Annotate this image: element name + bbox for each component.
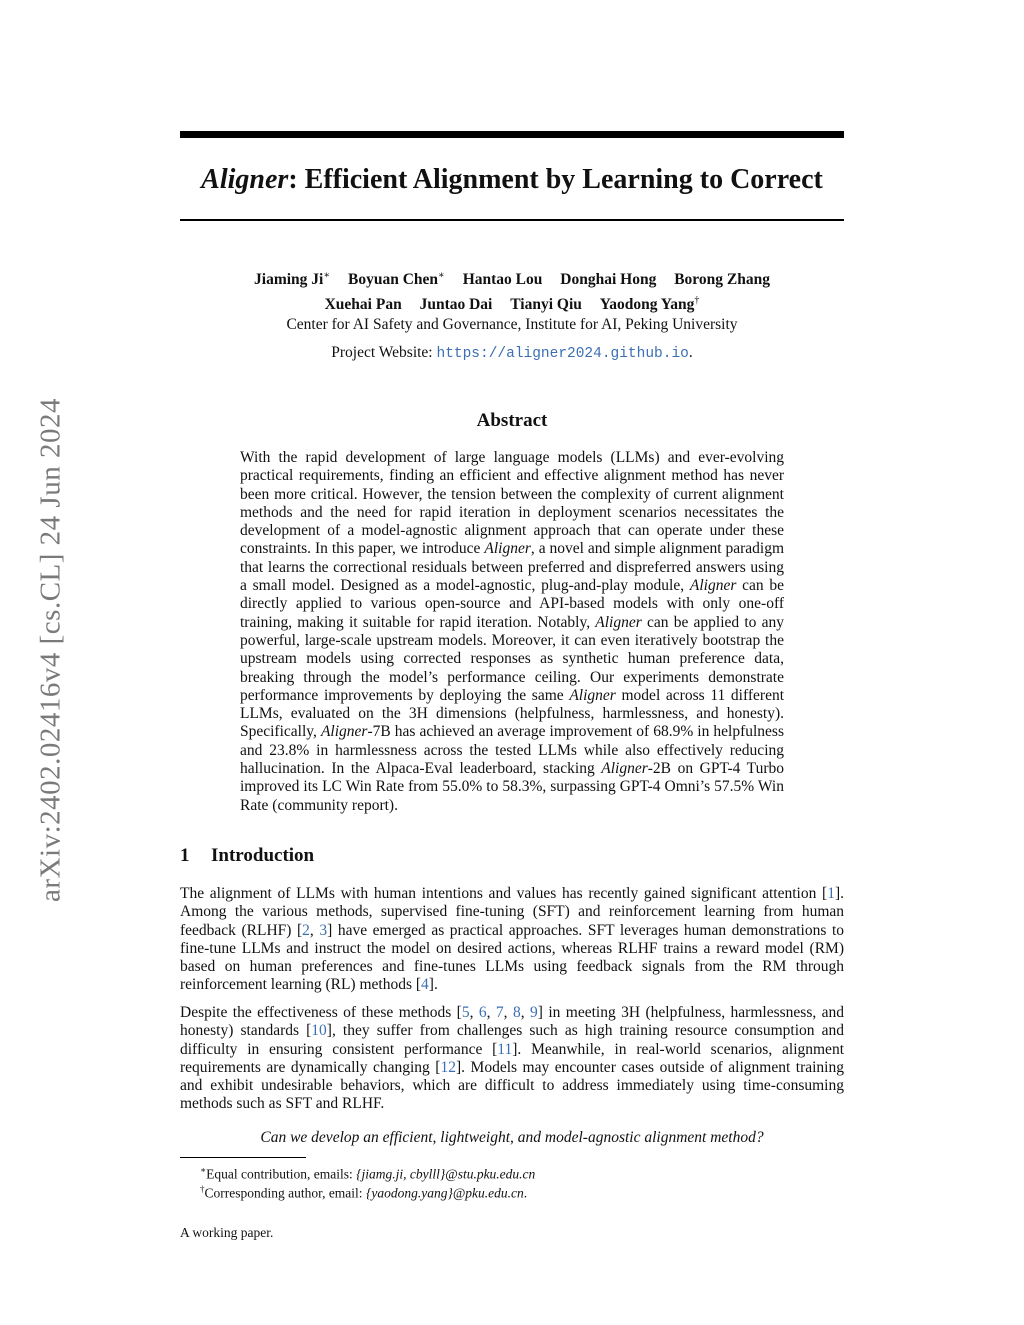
section-heading <box>180 843 844 869</box>
italic-term: Aligner <box>689 577 737 595</box>
text-run: , a novel and simple alignment paradigm that learns the correctional residuals between preferred and dispreferred answers using a small model. Designed as a model-agnostic, plug-and-play module, <box>240 540 785 595</box>
citation-link[interactable]: 7 <box>495 1004 504 1021</box>
research-question: Can we develop an efficient, lightweight, and model-agnostic alignment method? <box>260 1129 764 1146</box>
italic-term: Aligner <box>595 613 642 631</box>
text-run: -7B has achieved an average improvement of 68.9% in helpfulness and 23.8% in harmlessness across the tested LLMs while also effectively reducing hallucination. In the Alpaca-Eval leaderboard, stacking <box>240 723 784 778</box>
footnote-equal-contribution: ∗Equal contribution, emails: {jiamg.ji, cbylll}@stu.pku.edu.cn <box>200 1165 536 1182</box>
citation-link[interactable]: 3 <box>319 921 328 939</box>
text-run: Despite the effectiveness of these methods [ <box>180 1004 462 1021</box>
citation-link[interactable]: 1 <box>827 885 835 902</box>
italic-term: Aligner <box>320 723 368 741</box>
text-run: ]. Among the various methods, supervised fine-tuning (SFT) and reinforcement learning from human feedback (RLHF) [ <box>180 885 844 939</box>
arxiv-identifier-text: arXiv:2402.02416v4 [cs.CL] 24 Jun 2024 <box>34 398 67 902</box>
author-list <box>180 265 844 315</box>
intro-paragraph-1 <box>180 885 844 995</box>
affiliation: Center for AI Safety and Governance, Institute for AI, Peking University <box>286 316 738 333</box>
author: Yaodong Yang† <box>599 295 700 314</box>
author: Boyuan Chen∗ <box>348 270 445 289</box>
footnote-corresponding-author: †Corresponding author, email: {yaodong.yang}@pku.edu.cn. <box>200 1184 528 1201</box>
project-website: Project Website: https://aligner2024.github.io. <box>331 344 693 362</box>
section-number: 1 <box>180 845 190 866</box>
abstract-body <box>240 449 784 815</box>
website-link[interactable]: https://aligner2024.github.io <box>436 346 689 362</box>
citation-link[interactable]: 9 <box>530 1004 538 1021</box>
author: Jiaming Ji∗ <box>254 270 331 289</box>
author: Hantao Lou <box>462 271 543 289</box>
author: Tianyi Qiu <box>510 296 582 314</box>
title-top-rule <box>180 131 844 138</box>
citation-link[interactable]: 8 <box>512 1004 521 1021</box>
title-bottom-rule <box>180 219 844 221</box>
citation-link[interactable]: 5 <box>461 1004 470 1021</box>
abstract-heading: Abstract <box>476 410 548 431</box>
italic-term: Aligner <box>484 540 531 558</box>
citation-link[interactable]: 4 <box>421 976 429 994</box>
title-italic: Aligner <box>201 164 289 195</box>
text-run: ], they suffer from challenges such as high training resource consumption and difficulty in ensuring consistent performance [ <box>180 1022 844 1058</box>
italic-term: Aligner <box>569 686 616 704</box>
working-paper-note: A working paper. <box>180 1225 274 1240</box>
title-rest: : Efficient Alignment by Learning to Correct <box>288 164 823 195</box>
footnote-rule <box>180 1157 306 1158</box>
text-run: With the rapid development of large language models (LLMs) and ever-evolving practical requirements, finding an efficient and effective alignment method has never been more critical. However, the tension between the complexity of current alignment methods and the need for rapid iteration in deployment scenarios necessitates the development of a model-agnostic alignment approach that can operate under these constraints. In this paper, we introduce <box>240 449 784 558</box>
intro-paragraph-2 <box>180 1004 844 1114</box>
text-run: -2B on GPT-4 Turbo improved its LC Win Rate from 55.0% to 58.3%, surpassing GPT-4 Omni’s 57.5% Win Rate (community report). <box>240 760 785 814</box>
text-run: ]. <box>428 976 438 994</box>
text-run: , <box>486 1004 496 1021</box>
citation-link[interactable]: 10 <box>311 1022 327 1040</box>
paper-title <box>180 160 844 200</box>
text-run: , <box>520 1004 531 1021</box>
text-run: The alignment of LLMs with human intentions and values has recently gained significant attention [ <box>180 885 828 902</box>
text-run: model across 11 different LLMs, evaluated on the 3H dimensions (helpfulness, harmlessness, and honesty). Specifically, <box>240 686 785 741</box>
text-run: ]. Meanwhile, in real-world scenarios, alignment requirements are dynamically changing [ <box>180 1040 844 1076</box>
text-run: ]. Models may encounter cases outside of alignment training and exhibit undesirable behaviors, which are difficult to address immediately using time-consuming methods such as SFT and RLHF. <box>180 1058 844 1113</box>
text-run: , <box>469 1004 479 1021</box>
author: Donghai Hong <box>560 271 657 289</box>
author: Juntao Dai <box>419 296 493 314</box>
website-label: Project Website: <box>331 344 437 361</box>
text-run: ] in meeting 3H (helpfulness, harmlessness, and honesty) standards [ <box>180 1004 845 1040</box>
author: Xuehai Pan <box>324 296 402 314</box>
italic-term: Aligner <box>601 760 648 778</box>
author-line-2 <box>180 290 844 315</box>
text-run: can be applied to any powerful, large-scale upstream models. Moreover, it can even iteratively bootstrap the upstream models using corrected responses as synthetic human preference data, breaking through the model’s performance ceiling. Our experiments demonstrate performance improvements by deploying the same <box>240 613 784 704</box>
section-title: Introduction <box>211 845 315 866</box>
author-line-1 <box>180 265 844 290</box>
text-run: ] have emerged as practical approaches. SFT leverages human demonstrations to fine-tune LLMs and instruct the model on desired actions, whereas RLHF trains a reward model (RM) based on human preferences and fine-tunes LLMs using feedback signals from the RM through reinforcement learning (RL) methods [ <box>180 921 845 994</box>
text-run: , <box>309 921 320 939</box>
text-run: can be directly applied to various open-source and API-based models with only one-off training, making it suitable for rapid iteration. Notably, <box>240 577 785 631</box>
citation-link[interactable]: 12 <box>440 1058 456 1076</box>
arxiv-identifier <box>34 360 68 940</box>
citation-link[interactable]: 11 <box>497 1040 513 1058</box>
citation-link[interactable]: 2 <box>302 921 310 939</box>
author: Borong Zhang <box>674 271 770 289</box>
text-run: , <box>503 1004 513 1021</box>
citation-link[interactable]: 6 <box>478 1004 487 1021</box>
